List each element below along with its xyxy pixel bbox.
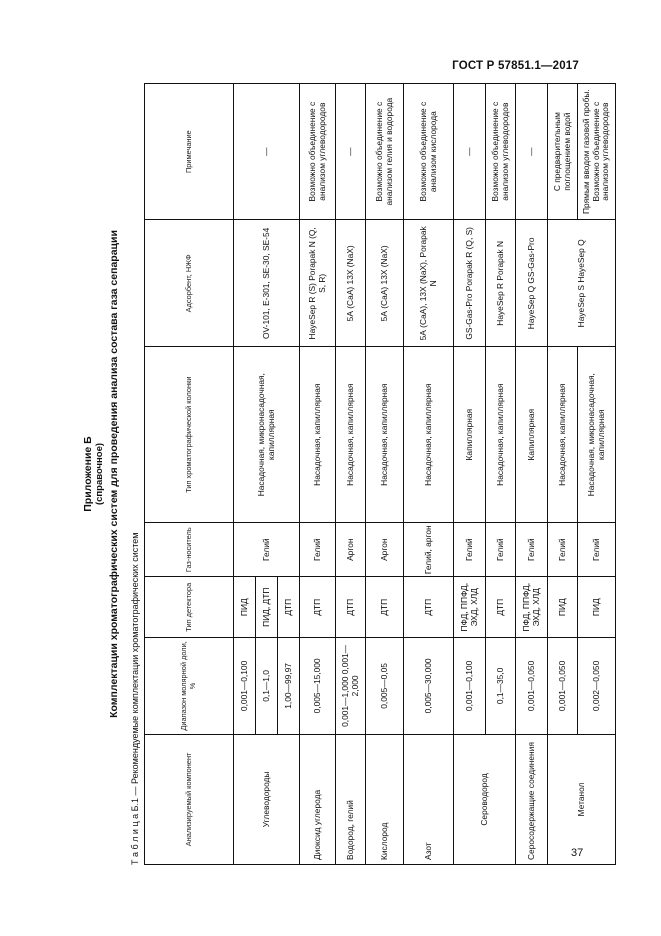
cell-range: 0,001—0,050 <box>548 637 578 734</box>
cell-note: — <box>336 84 366 220</box>
table-row <box>548 84 578 865</box>
cell-adsorbent: GS-Gas-Pro Porapak R (Q, S) <box>454 220 486 347</box>
cell-carrier: Гелий <box>454 522 486 576</box>
cell-component: Сероводород <box>454 734 516 864</box>
cell-component: Серосодержащие соединения <box>516 734 548 864</box>
cell-column: Насадочная, капиллярная <box>486 347 516 523</box>
cell-note: Возможно объединение с анализом кислорода <box>404 84 454 220</box>
cell-note: Возможно объединение с анализом гелия и водорода <box>366 84 404 220</box>
cell-carrier: Гелий <box>548 522 578 576</box>
cell-range: 0,001—1,000 0,001—2,000 <box>336 637 366 734</box>
header-component: Анализируемый компонент <box>145 734 234 864</box>
main-title: Комплектации хроматографических систем для проведения анализа состава газа сепарации <box>108 230 120 718</box>
header-column: Тип хроматографической колонки <box>145 347 234 523</box>
cell-range: 0,001—0,100 <box>234 637 256 734</box>
header-range: Диапазон молярной доли, % <box>145 637 234 734</box>
cell-note: — <box>234 84 300 220</box>
cell-column: Насадочная, капиллярная <box>336 347 366 523</box>
cell-detector: ДТП <box>278 577 300 638</box>
cell-column: Капиллярная <box>516 347 548 523</box>
cell-adsorbent: 5А (СаА) 13Х (NaX) <box>366 220 404 347</box>
cell-carrier: Гелий <box>516 522 548 576</box>
cell-detector: ДТП <box>300 577 336 638</box>
cell-range: 0,1—35,0 <box>486 637 516 734</box>
cell-range: 0,005—15,000 <box>300 637 336 734</box>
cell-detector: ДТП <box>336 577 366 638</box>
cell-adsorbent: 5А (СаА), 13Х (NaX), Porapak N <box>404 220 454 347</box>
cell-adsorbent: 5А (СаА) 13Х (NaX) <box>336 220 366 347</box>
cell-component: Метанол <box>548 734 616 864</box>
cell-detector: ПИД <box>548 577 578 638</box>
cell-note: Прямым вводом газовой пробы. Возможно объединение с анализом углеводородов <box>578 84 616 220</box>
cell-detector: ПФД, ППФД, ЭХД, ХЛД <box>516 577 548 638</box>
cell-carrier: Аргон <box>336 522 366 576</box>
cell-adsorbent: HayeSep S HayeSep Q <box>548 220 616 347</box>
cell-detector: ДТП <box>366 577 404 638</box>
appendix-title: Приложение Б <box>82 436 94 512</box>
cell-column: Насадочная, микронасадочная, капиллярная <box>578 347 616 523</box>
header-adsorbent: Адсорбент, НЖФ <box>145 220 234 347</box>
cell-component: Водород, гелий <box>336 734 366 864</box>
cell-note: С предварительным поглощением водой <box>548 84 578 220</box>
table-row <box>300 84 336 865</box>
cell-column: Насадочная, капиллярная <box>300 347 336 523</box>
cell-carrier: Гелий <box>300 522 336 576</box>
table-row <box>366 84 404 865</box>
cell-detector: ПИД <box>234 577 256 638</box>
table-row <box>234 84 256 865</box>
cell-note: Возможно объединение с анализом углеводородов <box>486 84 516 220</box>
cell-component: Углеводороды <box>234 734 300 864</box>
table-row <box>516 84 548 865</box>
configurations-table <box>144 83 616 865</box>
table-caption: Т а б л и ц а Б.1 — Рекомендуемые комплектации хроматографических систем <box>130 532 140 865</box>
cell-range: 0,001—0,050 <box>516 637 548 734</box>
cell-column: Насадочная, капиллярная <box>404 347 454 523</box>
cell-detector: ПФД, ППФД, ЭХД, ХЛД <box>454 577 486 638</box>
table-row <box>454 84 486 865</box>
appendix-subtitle: (справочное) <box>94 442 105 506</box>
cell-detector: ПИД, ДТП <box>256 577 278 638</box>
table-row <box>404 84 454 865</box>
cell-range: 0,005—0,05 <box>366 637 404 734</box>
header-carrier: Газ-носитель <box>145 522 234 576</box>
cell-note: Возможно объединение с анализом углеводородов <box>300 84 336 220</box>
cell-adsorbent: HayeSep R Porapak N <box>486 220 516 347</box>
cell-component: Кислород <box>366 734 404 864</box>
cell-adsorbent: OV-101, E-301, SE-30, SE-54 <box>234 220 300 347</box>
cell-column: Насадочная, капиллярная <box>366 347 404 523</box>
cell-detector: ПИД <box>578 577 616 638</box>
cell-column: Насадочная, микронасадочная, капиллярная <box>234 347 300 523</box>
cell-range: 0,002—0,050 <box>578 637 616 734</box>
cell-adsorbent: HayeSep Q GS-Gas-Pro <box>516 220 548 347</box>
cell-carrier: Гелий, аргон <box>404 522 454 576</box>
cell-range: 0,005—30,000 <box>404 637 454 734</box>
cell-component: Азот <box>404 734 454 864</box>
cell-carrier: Гелий <box>486 522 516 576</box>
cell-note: — <box>454 84 486 220</box>
table-header-row <box>145 84 234 865</box>
cell-range: 1,00—99,97 <box>278 637 300 734</box>
header-note: Примечание <box>145 84 234 220</box>
cell-column: Насадочная, капиллярная <box>548 347 578 523</box>
cell-adsorbent: HayeSep R (S) Porapak N (Q, S, R) <box>300 220 336 347</box>
cell-detector: ДТП <box>404 577 454 638</box>
cell-carrier: Гелий <box>578 522 616 576</box>
cell-range: 0,001—0,100 <box>454 637 486 734</box>
cell-detector: ДТП <box>486 577 516 638</box>
page-number: 37 <box>571 847 584 859</box>
cell-note: — <box>516 84 548 220</box>
cell-component: Диоксид углерода <box>300 734 336 864</box>
document-code: ГОСТ Р 57851.1—2017 <box>452 60 579 72</box>
table-row <box>336 84 366 865</box>
cell-carrier: Аргон <box>366 522 404 576</box>
cell-column: Капиллярная <box>454 347 486 523</box>
cell-carrier: Гелий <box>234 522 300 576</box>
cell-range: 0,1—1,0 <box>256 637 278 734</box>
header-detector: Тип детектора <box>145 577 234 638</box>
